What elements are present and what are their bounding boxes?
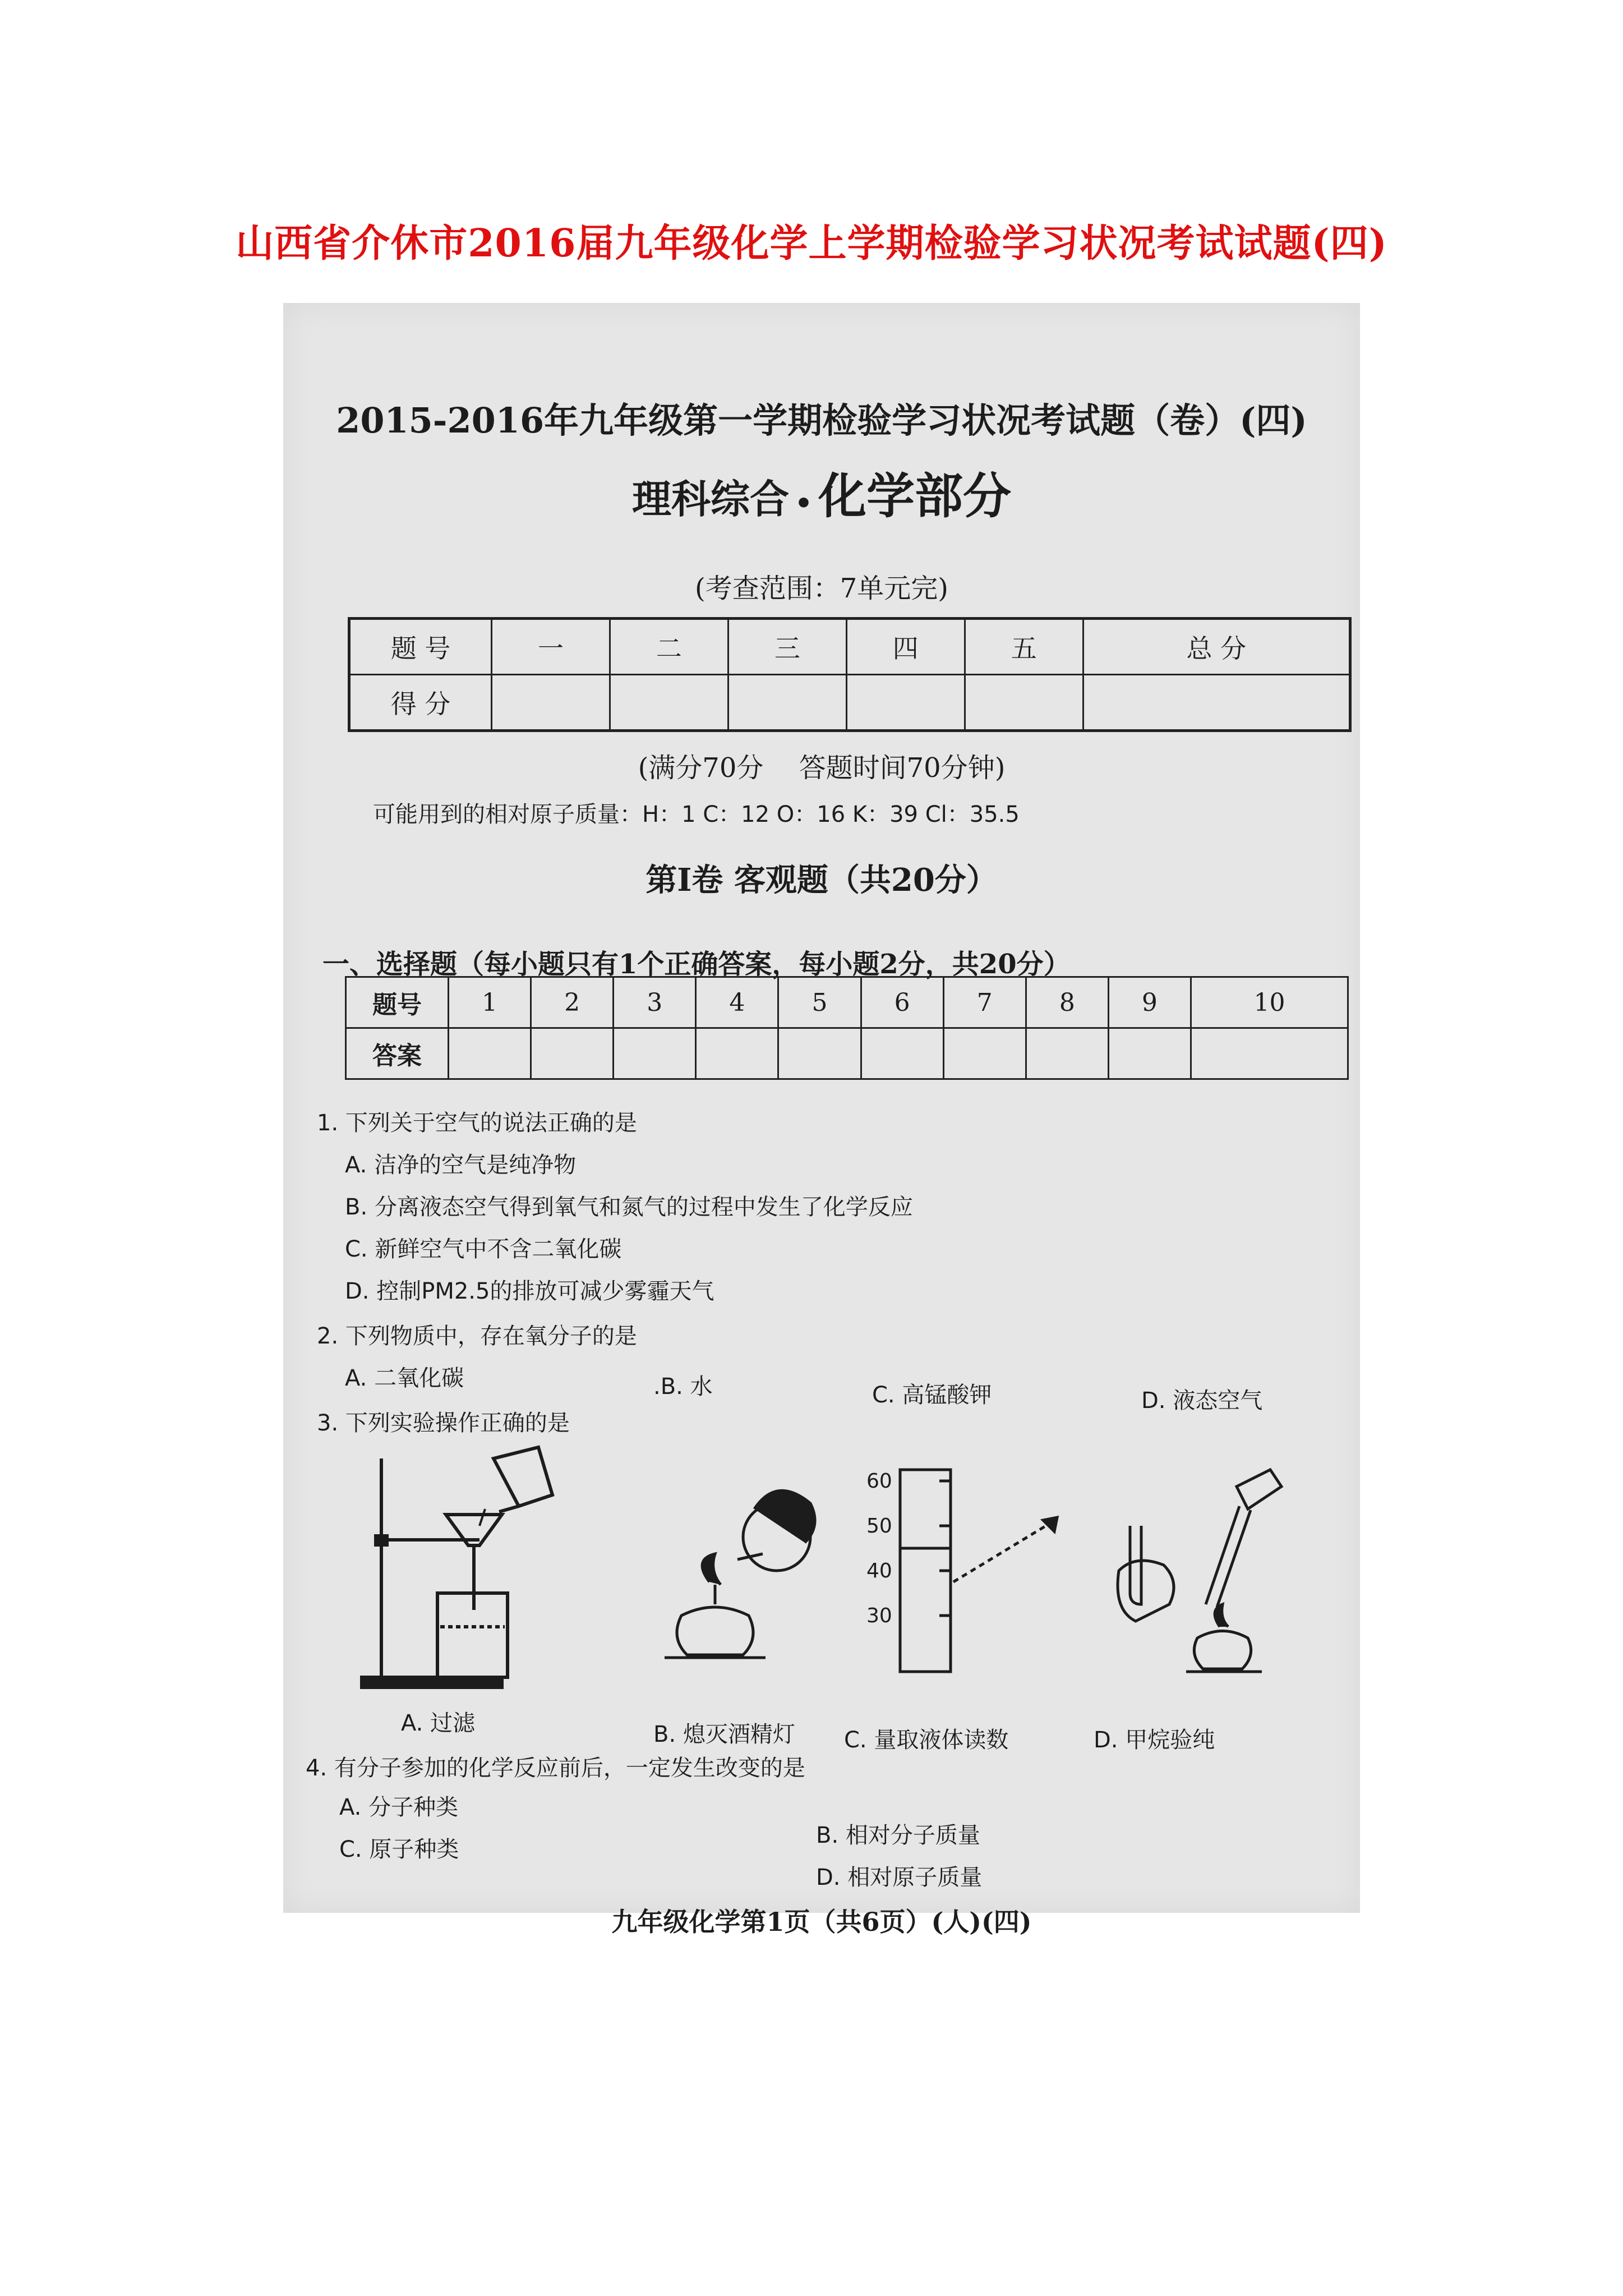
score-header-cell: 四 (846, 619, 965, 675)
answer-cell[interactable] (531, 1028, 614, 1079)
question-2-option-b[interactable]: .B. 水 (653, 1374, 713, 1400)
score-table-header-row (349, 619, 1350, 675)
question-number-cell: 8 (1026, 977, 1108, 1028)
score-header-cell: 总 分 (1083, 619, 1350, 675)
question-4-option-a[interactable]: A. 分子种类 (339, 1795, 459, 1820)
score-cell[interactable] (610, 675, 728, 731)
question-3-option-d[interactable]: D. 甲烷验纯 (1094, 1727, 1215, 1753)
score-cell[interactable] (965, 675, 1083, 731)
score-cell[interactable] (846, 675, 965, 731)
question-4-stem: 4. 有分子参加的化学反应前后，一定发生改变的是 (306, 1755, 805, 1781)
answer-row-label: 答案 (346, 1028, 449, 1079)
score-cell[interactable] (1083, 675, 1350, 731)
exam-title: 2015-2016年九年级第一学期检验学习状况考试题（卷）(四) (336, 400, 1307, 441)
question-4-option-b[interactable]: B. 相对分子质量 (816, 1823, 980, 1848)
score-cell[interactable] (492, 675, 610, 731)
methane-purity-test-icon (1102, 1458, 1315, 1694)
score-cell[interactable] (728, 675, 846, 731)
question-number-cell: 4 (696, 977, 778, 1028)
section-title: 一、选择题（每小题只有1个正确答案，每小题2分，共20分） (322, 949, 1071, 980)
answer-cell[interactable] (861, 1028, 943, 1079)
score-row-label: 得 分 (349, 675, 492, 731)
scanned-exam-sheet (283, 303, 1360, 1937)
answer-row-label: 题号 (346, 977, 449, 1028)
question-2-option-a[interactable]: A. 二氧化碳 (345, 1365, 464, 1391)
question-1-option-a[interactable]: A. 洁净的空气是纯净物 (345, 1152, 577, 1178)
atomic-masses: 可能用到的相对原子质量：H：1 C：12 O：16 K：39 Cl：35.5 (373, 802, 1020, 827)
subject-heading (283, 457, 1360, 527)
question-number-cell: 10 (1191, 977, 1348, 1028)
cylinder-scale-label: 60 (866, 1470, 892, 1493)
score-header-cell: 三 (728, 619, 846, 675)
full-score-time: (满分70分 答题时间70分钟) (638, 752, 1006, 784)
subject-separator: • (795, 486, 813, 519)
score-table (348, 617, 1352, 732)
answer-cell[interactable] (1191, 1028, 1348, 1079)
question-number-cell: 7 (943, 977, 1026, 1028)
question-number-cell: 5 (778, 977, 861, 1028)
answer-cell[interactable] (943, 1028, 1026, 1079)
answer-cell[interactable] (1026, 1028, 1108, 1079)
cylinder-scale-label: 50 (866, 1515, 892, 1538)
answer-table-number-row (346, 977, 1348, 1028)
score-header-cell: 题 号 (349, 619, 492, 675)
question-1-stem: 1. 下列关于空气的说法正确的是 (317, 1110, 637, 1136)
question-2-option-d[interactable]: D. 液态空气 (1141, 1388, 1263, 1414)
part-title: 第Ⅰ卷 客观题（共20分） (645, 862, 998, 899)
score-header-cell: 五 (965, 619, 1083, 675)
answer-cell[interactable] (696, 1028, 778, 1079)
question-4-option-c[interactable]: C. 原子种类 (339, 1837, 459, 1862)
score-header-cell: 一 (492, 619, 610, 675)
cylinder-scale-label: 30 (866, 1604, 892, 1627)
question-1-option-b[interactable]: B. 分离液态空气得到氧气和氮气的过程中发生了化学反应 (345, 1194, 913, 1220)
blow-out-alcohol-lamp-icon (625, 1475, 861, 1688)
question-1-option-c[interactable]: C. 新鲜空气中不含二氧化碳 (345, 1236, 622, 1262)
filtration-apparatus-icon (351, 1442, 586, 1700)
question-1-option-d[interactable]: D. 控制PM2.5的排放可减少雾霾天气 (345, 1278, 714, 1304)
answer-cell[interactable] (614, 1028, 696, 1079)
answer-cell[interactable] (778, 1028, 861, 1079)
score-header-cell: 二 (610, 619, 728, 675)
page-title: 山西省介休市2016届九年级化学上学期检验学习状况考试试题(四) (236, 221, 1387, 266)
answer-cell[interactable] (1108, 1028, 1191, 1079)
question-2-stem: 2. 下列物质中，存在氧分子的是 (317, 1323, 637, 1349)
graduated-cylinder-reading-icon (855, 1458, 1102, 1694)
question-number-cell: 6 (861, 977, 943, 1028)
question-number-cell: 2 (531, 977, 614, 1028)
subject-main: 化学部分 (818, 468, 1011, 524)
question-number-cell: 9 (1108, 977, 1191, 1028)
subject-prefix: 理科综合 (632, 476, 790, 522)
cylinder-scale-label: 40 (866, 1559, 892, 1582)
question-3-stem: 3. 下列实验操作正确的是 (317, 1410, 570, 1436)
question-3-option-a[interactable]: A. 过滤 (401, 1710, 476, 1736)
answer-table (345, 976, 1349, 1080)
score-table-score-row (349, 675, 1350, 731)
answer-table-answer-row (346, 1028, 1348, 1079)
exam-scope: (考查范围：7单元完) (695, 573, 948, 604)
question-3-option-b[interactable]: B. 熄灭酒精灯 (653, 1722, 795, 1747)
question-4-option-d[interactable]: D. 相对原子质量 (816, 1865, 983, 1890)
question-3-option-c[interactable]: C. 量取液体读数 (844, 1727, 1009, 1753)
question-number-cell: 3 (614, 977, 696, 1028)
answer-cell[interactable] (449, 1028, 531, 1079)
question-number-cell: 1 (449, 977, 531, 1028)
question-2-option-c[interactable]: C. 高锰酸钾 (872, 1382, 992, 1408)
page-footer: 九年级化学第1页（共6页）(人)(四) (611, 1907, 1032, 1937)
